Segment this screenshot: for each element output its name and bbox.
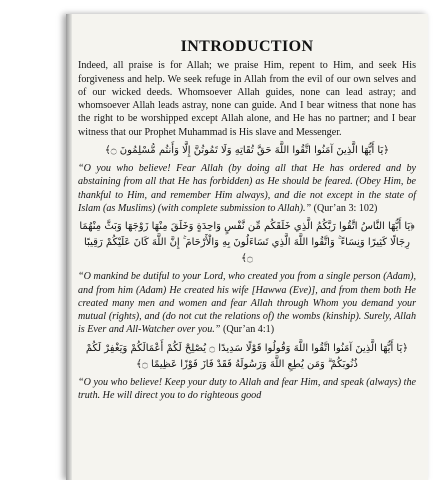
verse-3-arabic: ﴿يَا أَيُّهَا الَّذِينَ آمَنُوا اتَّقُوا اللَّهَ وَقُولُوا قَوْلًا سَدِيدًا ۝ يُصْلِحْ لَكُمْ أَعْمَالَكُمْ وَيَغْفِرْ لَكُمْ ذُنُوبَكُمْ ۗ وَمَن يُطِعِ اللَّهَ وَرَسُولَهُ فَقَدْ فَازَ فَوْزًا عَظِيمًا ۝﴾ xyxy=(85,342,409,370)
verse-1-translation xyxy=(78,162,416,215)
page-title: INTRODUCTION xyxy=(180,38,314,55)
book-page xyxy=(66,14,428,480)
page-content xyxy=(78,40,416,406)
intro-paragraph: Indeed, all praise is for Allah; we praise Him, repent to Him, and seek His forgiveness and help. We seek refuge in Allah from the evil of our own selves and of our wicked deeds. Whomsoever Allah guides, none can lead astray; and whomsoever Allah leads astray, none can guide. And I bear witness that none has the right to be worshipped except Allah alone, and He has no partner; and I bear witness that our Prophet Muhammad is His slave and Messenger. xyxy=(78,60,416,138)
verse-2-reference: (Qur’an 4:1) xyxy=(222,324,275,336)
verse-3-translation xyxy=(78,376,416,403)
verse-1-translation-text: “O you who believe! Fear Allah (by doing all that He has ordered and by abstaining from all that He has forbidden) as He should be feared. (Obey Him, be thankful to Him, and remember Him always), and die not except in the state of Islam (as Muslims) (with complete submission to Allah).” xyxy=(78,163,416,214)
verse-1-reference: (Qur’an 3: 102) xyxy=(313,202,378,214)
verse-2-translation xyxy=(78,270,416,336)
verse-3-translation-text: “O you who believe! Keep your duty to Allah and fear Him, and speak (always) the truth. He will direct you to do righteous good xyxy=(78,376,416,402)
verse-2-translation-text: “O mankind be dutiful to your Lord, who created you from a single person (Adam), and from him (Adam) He created his wife [Hawwa (Eve)], and from them both He created many men and women and fear Allah through Whom you demand your mutual (rights), and (do not cut the relations of) the wombs (kinship). Surely, Allah is Ever and All-Watcher over you.” xyxy=(78,271,416,336)
verse-2-arabic: ﴿يَا أَيُّهَا النَّاسُ اتَّقُوا رَبَّكُمُ الَّذِي خَلَقَكُم مِّن نَّفْسٍ وَاحِدَةٍ وَخَلَقَ مِنْهَا زَوْجَهَا وَبَثَّ مِنْهُمَا رِجَالًا كَثِيرًا وَنِسَاءً ۚ وَاتَّقُوا اللَّهَ الَّذِي تَسَاءَلُونَ بِهِ وَالْأَرْحَامَ ۚ إِنَّ اللَّهَ كَانَ عَلَيْكُمْ رَقِيبًا ۝﴾ xyxy=(79,221,415,265)
verse-1-arabic: ﴿يَا أَيُّهَا الَّذِينَ آمَنُوا اتَّقُوا اللَّهَ حَقَّ تُقَاتِهِ وَلَا تَمُوتُنَّ إِلَّا وَأَنتُم مُّسْلِمُونَ ۝﴾ xyxy=(104,145,390,157)
book-spine-shadow xyxy=(66,14,72,480)
